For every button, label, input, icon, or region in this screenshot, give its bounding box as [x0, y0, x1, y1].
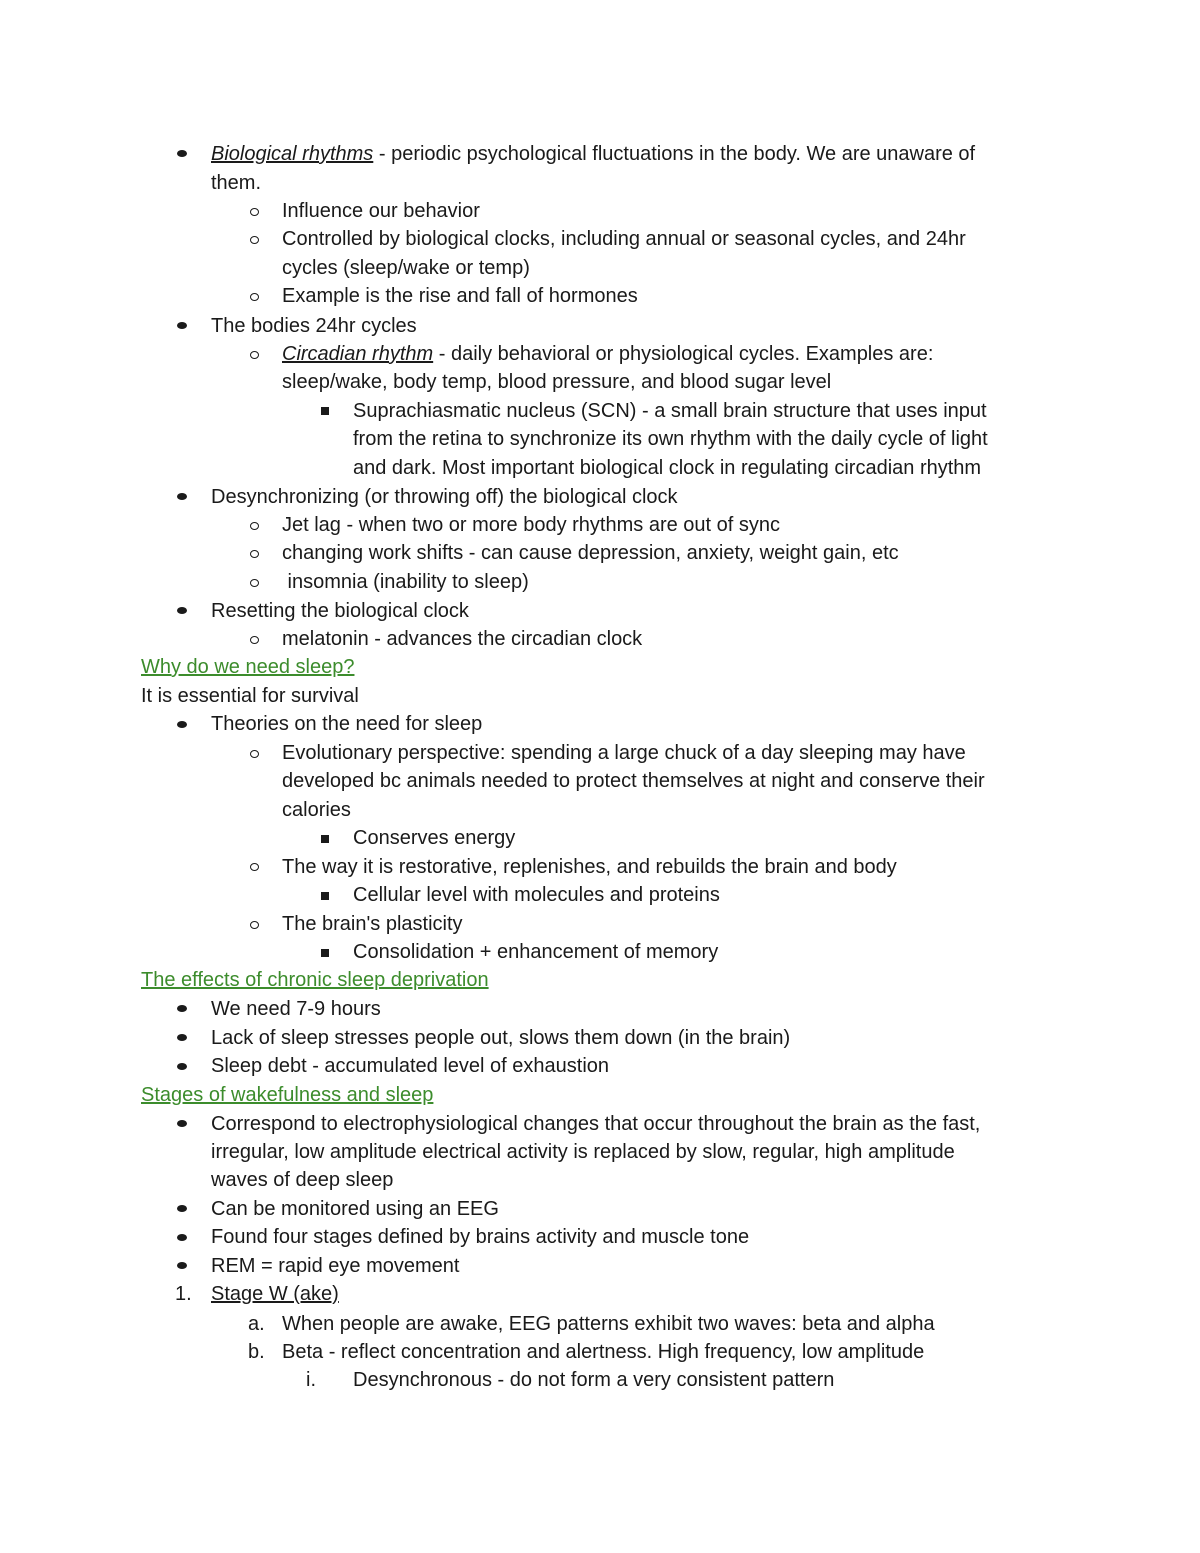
note-line-continuation: cycles (sleep/wake or temp)	[282, 257, 530, 279]
list-letter: a.	[248, 1313, 265, 1335]
note-line: Lack of sleep stresses people out, slows them down (in the brain)	[211, 1027, 791, 1049]
circle-bullet-icon	[250, 208, 259, 216]
square-bullet-icon	[321, 892, 329, 900]
note-line: melatonin - advances the circadian clock	[282, 628, 643, 650]
note-line: The bodies 24hr cycles	[211, 315, 417, 337]
note-line: insomnia (inability to sleep)	[282, 571, 529, 593]
note-line: Suprachiasmatic nucleus (SCN) - a small brain structure that uses input	[353, 400, 987, 422]
circle-bullet-icon	[250, 636, 259, 644]
term-biological-rhythms: Biological rhythms	[211, 143, 374, 165]
note-line: Conserves energy	[353, 827, 516, 849]
bullet-icon	[177, 493, 187, 500]
note-line-continuation: calories	[282, 799, 351, 821]
section-heading-sleep-deprivation: The effects of chronic sleep deprivation	[141, 969, 489, 991]
note-line-continuation: and dark. Most important biological clock in regulating circadian rhythm	[353, 457, 982, 479]
note-line: Jet lag - when two or more body rhythms are out of sync	[282, 514, 780, 536]
bullet-icon	[177, 1262, 187, 1269]
bullet-icon	[177, 150, 187, 157]
note-line: Correspond to electrophysiological changes that occur throughout the brain as the fast,	[211, 1113, 981, 1135]
note-line-continuation: developed bc animals needed to protect themselves at night and conserve their	[282, 770, 985, 792]
section-heading-stages: Stages of wakefulness and sleep	[141, 1084, 434, 1106]
definition-text: - periodic psychological fluctuations in the body. We are unaware of	[373, 143, 976, 165]
note-line: Desynchronizing (or throwing off) the biological clock	[211, 486, 678, 508]
square-bullet-icon	[321, 835, 329, 843]
note-line: Stage W (ake)	[211, 1283, 339, 1305]
note-line: changing work shifts - can cause depression, anxiety, weight gain, etc	[282, 542, 899, 564]
note-line: Cellular level with molecules and proteins	[353, 884, 720, 906]
note-line: Sleep debt - accumulated level of exhaustion	[211, 1055, 610, 1077]
note-line: Controlled by biological clocks, including annual or seasonal cycles, and 24hr	[282, 228, 966, 250]
note-line: REM = rapid eye movement	[211, 1255, 460, 1277]
circle-bullet-icon	[250, 351, 259, 359]
circle-bullet-icon	[250, 293, 259, 301]
bullet-icon	[177, 721, 187, 728]
note-line: Consolidation + enhancement of memory	[353, 941, 719, 963]
bullet-icon	[177, 1005, 187, 1012]
note-line: When people are awake, EEG patterns exhibit two waves: beta and alpha	[282, 1313, 935, 1335]
note-line: Desynchronous - do not form a very consistent pattern	[353, 1369, 835, 1391]
bullet-icon	[177, 1034, 187, 1041]
square-bullet-icon	[321, 949, 329, 957]
square-bullet-icon	[321, 407, 329, 415]
circle-bullet-icon	[250, 921, 259, 929]
note-line-continuation: irregular, low amplitude electrical activity is replaced by slow, regular, high amplitude	[211, 1141, 955, 1163]
bullet-icon	[177, 607, 187, 614]
note-line: It is essential for survival	[141, 685, 359, 707]
note-line: Evolutionary perspective: spending a large chuck of a day sleeping may have	[282, 742, 966, 764]
circle-bullet-icon	[250, 750, 259, 758]
circle-bullet-icon	[250, 522, 259, 530]
note-line-continuation: sleep/wake, body temp, blood pressure, and blood sugar level	[282, 371, 832, 393]
note-line: Theories on the need for sleep	[211, 713, 483, 735]
note-line: The way it is restorative, replenishes, and rebuilds the brain and body	[282, 856, 897, 878]
note-line	[211, 140, 975, 168]
circle-bullet-icon	[250, 863, 259, 871]
section-heading-why-sleep: Why do we need sleep?	[141, 656, 355, 678]
circle-bullet-icon	[250, 236, 259, 244]
note-line-continuation: waves of deep sleep	[211, 1169, 394, 1191]
bullet-icon	[177, 1120, 187, 1127]
circle-bullet-icon	[250, 579, 259, 587]
note-line: Influence our behavior	[282, 200, 480, 222]
bullet-icon	[177, 1063, 187, 1070]
note-line: Can be monitored using an EEG	[211, 1198, 499, 1220]
bullet-icon	[177, 1205, 187, 1212]
note-line: Resetting the biological clock	[211, 600, 469, 622]
list-letter: b.	[248, 1341, 265, 1363]
note-line: We need 7-9 hours	[211, 998, 381, 1020]
definition-text: - daily behavioral or physiological cycles. Examples are:	[433, 343, 934, 365]
note-line: The brain's plasticity	[282, 913, 463, 935]
note-line: Beta - reflect concentration and alertness. High frequency, low amplitude	[282, 1341, 925, 1363]
bullet-icon	[177, 1234, 187, 1241]
bullet-icon	[177, 322, 187, 329]
list-number: 1.	[175, 1283, 192, 1305]
note-line: Found four stages defined by brains activity and muscle tone	[211, 1226, 750, 1248]
note-line-continuation: them.	[211, 172, 262, 194]
term-circadian-rhythm: Circadian rhythm	[282, 343, 434, 365]
note-line: Example is the rise and fall of hormones	[282, 285, 638, 307]
note-line	[282, 340, 933, 368]
circle-bullet-icon	[250, 550, 259, 558]
note-line-continuation: from the retina to synchronize its own rhythm with the daily cycle of light	[353, 428, 988, 450]
list-roman: i.	[306, 1369, 316, 1391]
